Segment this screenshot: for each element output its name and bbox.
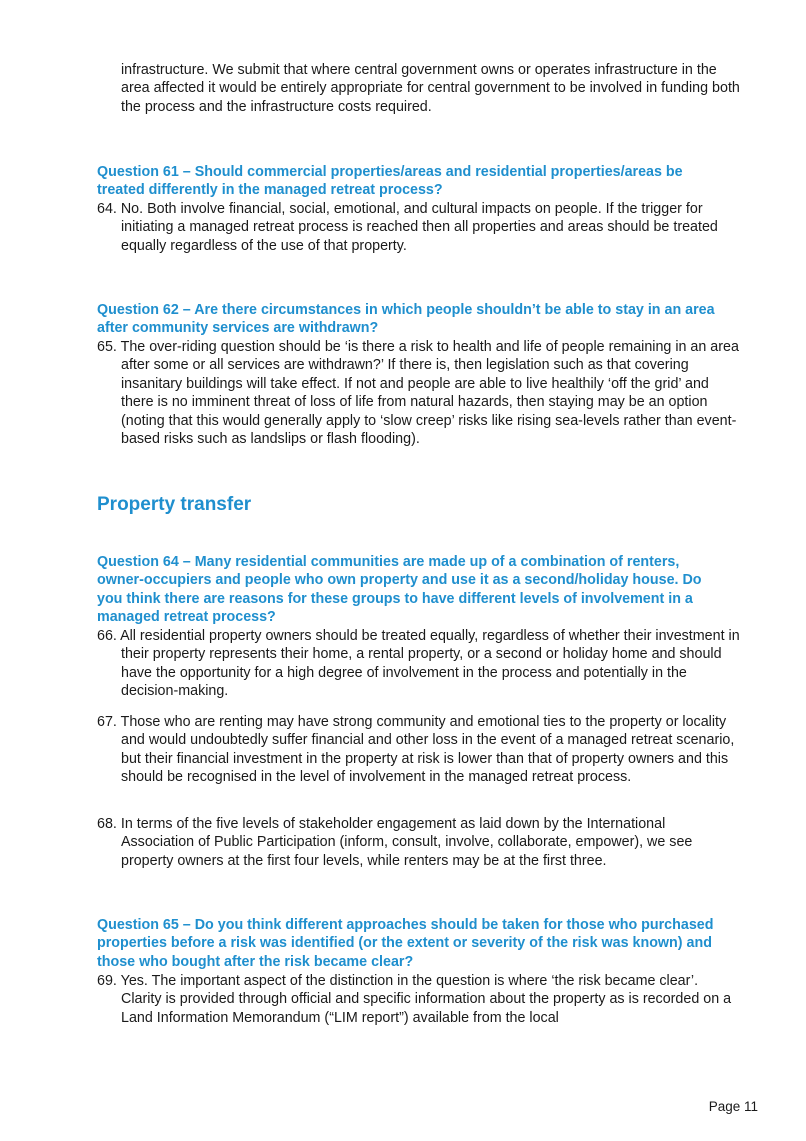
paragraph-text: All residential property owners should be treated equally, regardless of whether their investment in their property represents their home, a rental property, or a second or holiday home and should have the opportunity for a high degree of involvement in the process and potentially in the decision-making. <box>120 628 740 700</box>
paragraph-text: The over-riding question should be ‘is there a risk to health and life of people remaining in an area after some or all services are withdrawn?’ If there is, then legislation such as that covering insanitary buildings will take effect. If not and people are able to live healthily ‘off the grid’ and there is no imminent threat of loss of life from natural hazards, then staying may be an option (noting that this would generally apply to ‘slow creep’ risks like rising sea-levels rather than event-based risks such as landslips or flash flooding). <box>120 339 739 448</box>
paragraph-text: Yes. The important aspect of the distinction in the question is where ‘the risk became clear’. Clarity is provided through official and specific information about the property as is recorded on a Land Information Memorandum (“LIM report”) available from the local <box>120 973 732 1026</box>
paragraph-number: 66. <box>97 628 117 644</box>
section-heading-property-transfer: Property transfer <box>97 494 252 515</box>
question-65-heading: Question 65 – Do you think different approaches should be taken for those who purchased properties before a risk was identified (or the extent or severity of the risk was known) and those who bought after the risk became clear? <box>97 917 714 970</box>
paragraph-text: In terms of the five levels of stakeholder engagement as laid down by the International Association of Public Participation (inform, consult, involve, collaborate, empower), we see property owners at the first four levels, while renters may be at the first three. <box>120 816 693 869</box>
intro-paragraph <box>97 61 741 116</box>
paragraph-68 <box>97 815 741 870</box>
question-64-heading: Question 64 – Many residential communities are made up of a combination of renters, owner-occupiers and people who own property and use it as a second/holiday house. Do you think there are reasons for these groups to have different levels of involvement in a managed retreat process? <box>97 554 702 626</box>
paragraph-number: 68. <box>97 816 117 832</box>
page-number: Page 11 <box>708 1099 758 1114</box>
paragraph-64 <box>97 200 741 255</box>
paragraph-number: 69. <box>97 973 117 989</box>
paragraph-69 <box>97 972 741 1027</box>
paragraph-66 <box>97 627 741 701</box>
question-62-heading: Question 62 – Are there circumstances in which people shouldn’t be able to stay in an area after community services are withdrawn? <box>97 302 715 337</box>
paragraph-65 <box>97 338 741 448</box>
paragraph-text: Those who are renting may have strong community and emotional ties to the property or locality and would undoubtedly suffer financial and other loss in the event of a managed retreat scenario, but their financial investment in the property at risk is lower than that of property owners and this should be recognised in the level of involvement in the managed retreat process. <box>120 714 735 786</box>
intro-text: infrastructure. We submit that where central government owns or operates infrastructure in the area affected it would be entirely appropriate for central government to be involved in funding both the process and the infrastructure costs required. <box>121 62 740 115</box>
paragraph-text: No. Both involve financial, social, emotional, and cultural impacts on people. If the trigger for initiating a managed retreat process is reached then all properties and areas should be treated equally regardless of the use of that property. <box>120 201 718 254</box>
paragraph-67 <box>97 713 741 787</box>
question-61-heading: Question 61 – Should commercial properties/areas and residential properties/areas be treated differently in the managed retreat process? <box>97 164 683 199</box>
paragraph-number: 65. <box>97 339 117 355</box>
paragraph-number: 67. <box>97 714 117 730</box>
paragraph-number: 64. <box>97 201 117 217</box>
